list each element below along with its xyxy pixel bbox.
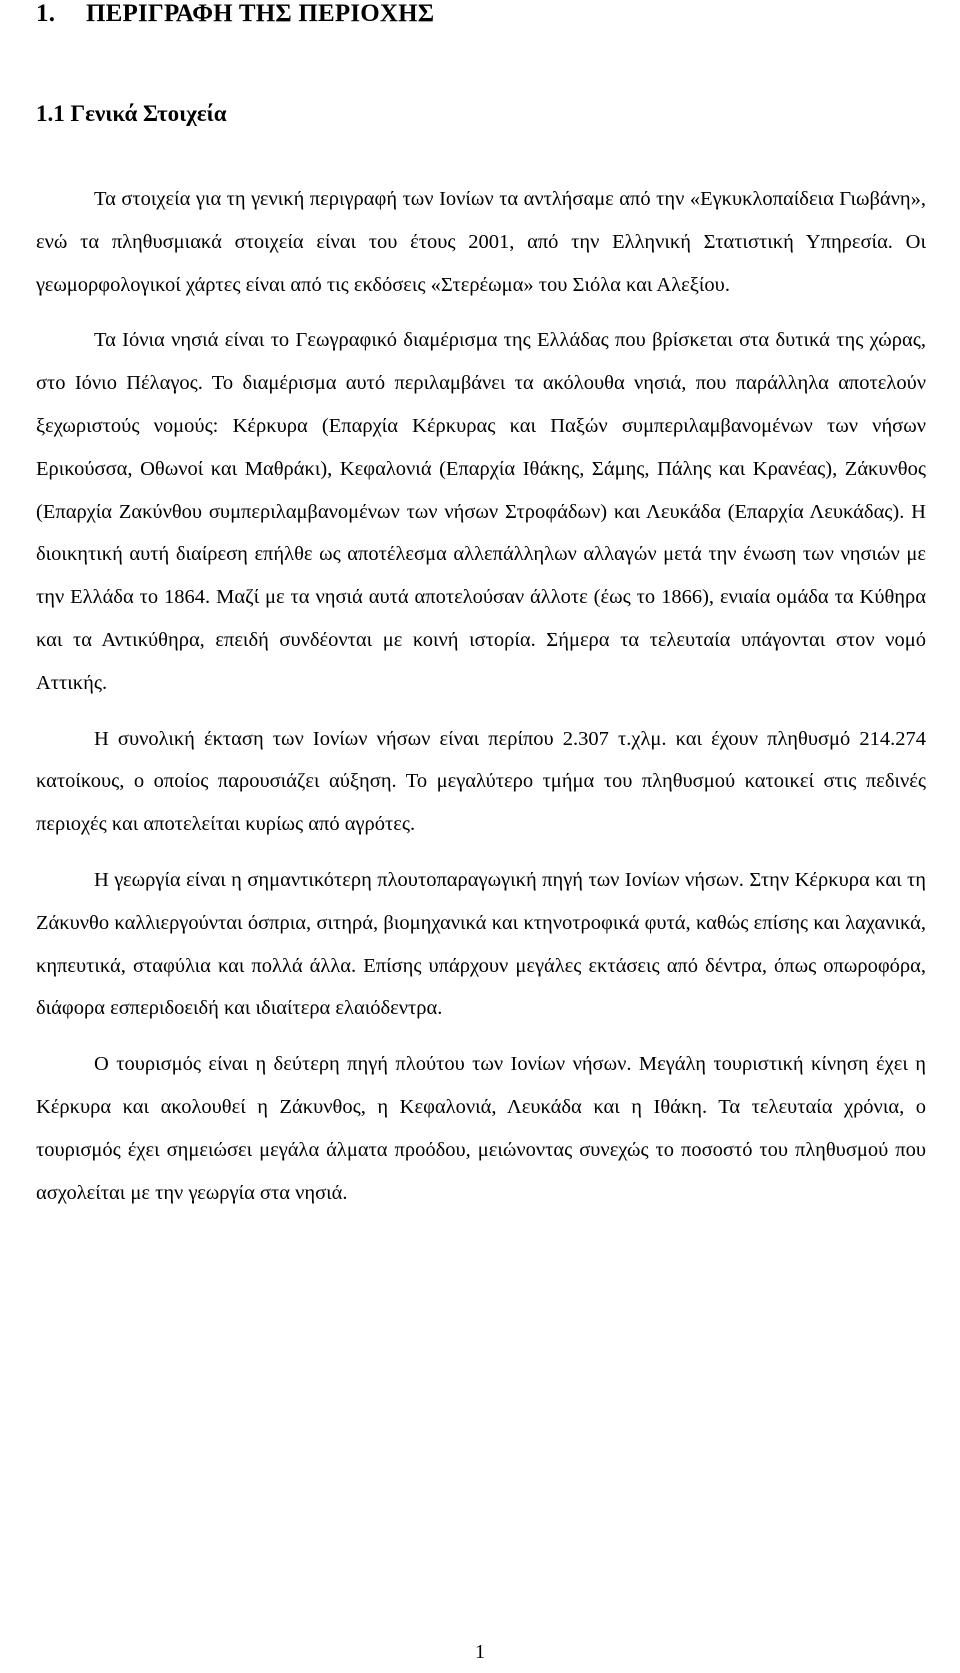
paragraph-sources: Τα στοιχεία για τη γενική περιγραφή των Ιονίων τα αντλήσαμε από την «Εγκυκλοπαίδεια Γιωβάνη», ενώ τα πληθυσμιακά στοιχεία είναι του έτους 2001, από την Ελληνική Στατιστική Υπηρεσία. Οι γεωμορφολογικοί χάρτες είναι από τις εκδόσεις «Στερέωμα» του Σιόλα και Αλεξίου.	[36, 188, 926, 296]
chapter-title: ΠΕΡΙΓΡΑΦΗ ΤΗΣ ΠΕΡΙΟΧΗΣ	[86, 0, 435, 27]
paragraph-agriculture: Η γεωργία είναι η σημαντικότερη πλουτοπαραγωγική πηγή των Ιονίων νήσων. Στην Κέρκυρα και τη Ζάκυνθο καλλιεργούνται όσπρια, σιτηρά, βιομηχανικά και κτηνοτροφικά φυτά, καθώς επίσης και λαχανικά, κηπευτικά, σταφύλια και πολλά άλλα. Επίσης υπάρχουν μεγάλες εκτάσεις από δέντρα, όπως οπωροφόρα, διάφορα εσπεριδοειδή και ιδιαίτερα ελαιόδεντρα.	[36, 868, 926, 1020]
body-text	[36, 178, 926, 1227]
page-number: 1	[475, 1641, 485, 1663]
paragraph-area-population: Η συνολική έκταση των Ιονίων νήσων είναι περίπου 2.307 τ.χλμ. και έχουν πληθυσμό 214.274 κατοίκους, ο οποίος παρουσιάζει αύξηση. Το μεγαλύτερο τμήμα του πληθυσμού κατοικεί στις πεδινές περιοχές και αποτελείται κυρίως από αγρότες.	[36, 727, 926, 836]
chapter-heading	[36, 0, 434, 34]
paragraph-tourism: Ο τουρισμός είναι η δεύτερη πηγή πλούτου των Ιονίων νήσων. Μεγάλη τουριστική κίνηση έχει η Κέρκυρα και ακολουθεί η Ζάκυνθος, η Κεφαλονιά, Λευκάδα και η Ιθάκη. Τα τελευταία χρόνια, ο τουρισμός έχει σημειώσει μεγάλα άλματα προόδου, μειώνοντας συνεχώς το ποσοστό του πληθυσμού που ασχολείται με την γεωργία στα νησιά.	[36, 1053, 926, 1204]
paragraph-ionian-islands: Τα Ιόνια νησιά είναι το Γεωγραφικό διαμέρισμα της Ελλάδας που βρίσκεται στα δυτικά της χώρας, στο Ιόνιο Πέλαγος. Το διαμέρισμα αυτό περιλαμβάνει τα ακόλουθα νησιά, που παράλληλα αποτελούν ξεχωριστούς νομούς: Κέρκυρα (Επαρχία Κέρκυρας και Παξών συμπεριλαμβανομένων των νήσων Ερικούσσα, Οθωνοί και Μαθράκι), Κεφαλονιά (Επαρχία Ιθάκης, Σάμης, Πάλης και Κρανέας), Ζάκυνθος (Επαρχία Ζακύνθου συμπεριλαμβανομένων των νήσων Στροφάδων) και Λευκάδα (Επαρχία Λευκάδας). Η διοικητική αυτή διαίρεση επήλθε ως αποτέλεσμα αλλεπάλληλων αλλαγών μετά την ένωση των νησιών με την Ελλάδα το 1864. Μαζί με τα νησιά αυτά αποτελούσαν άλλοτε (έως το 1866), ενιαία ομάδα τα Κύθηρα και τα Αντικύθηρα, επειδή συνδέονται με κοινή ιστορία. Σήμερα τα τελευταία υπάγονται στον νομό Αττικής.	[36, 329, 926, 694]
section-heading: 1.1 Γενικά Στοιχεία	[36, 101, 227, 126]
chapter-number: 1.	[36, 0, 56, 27]
